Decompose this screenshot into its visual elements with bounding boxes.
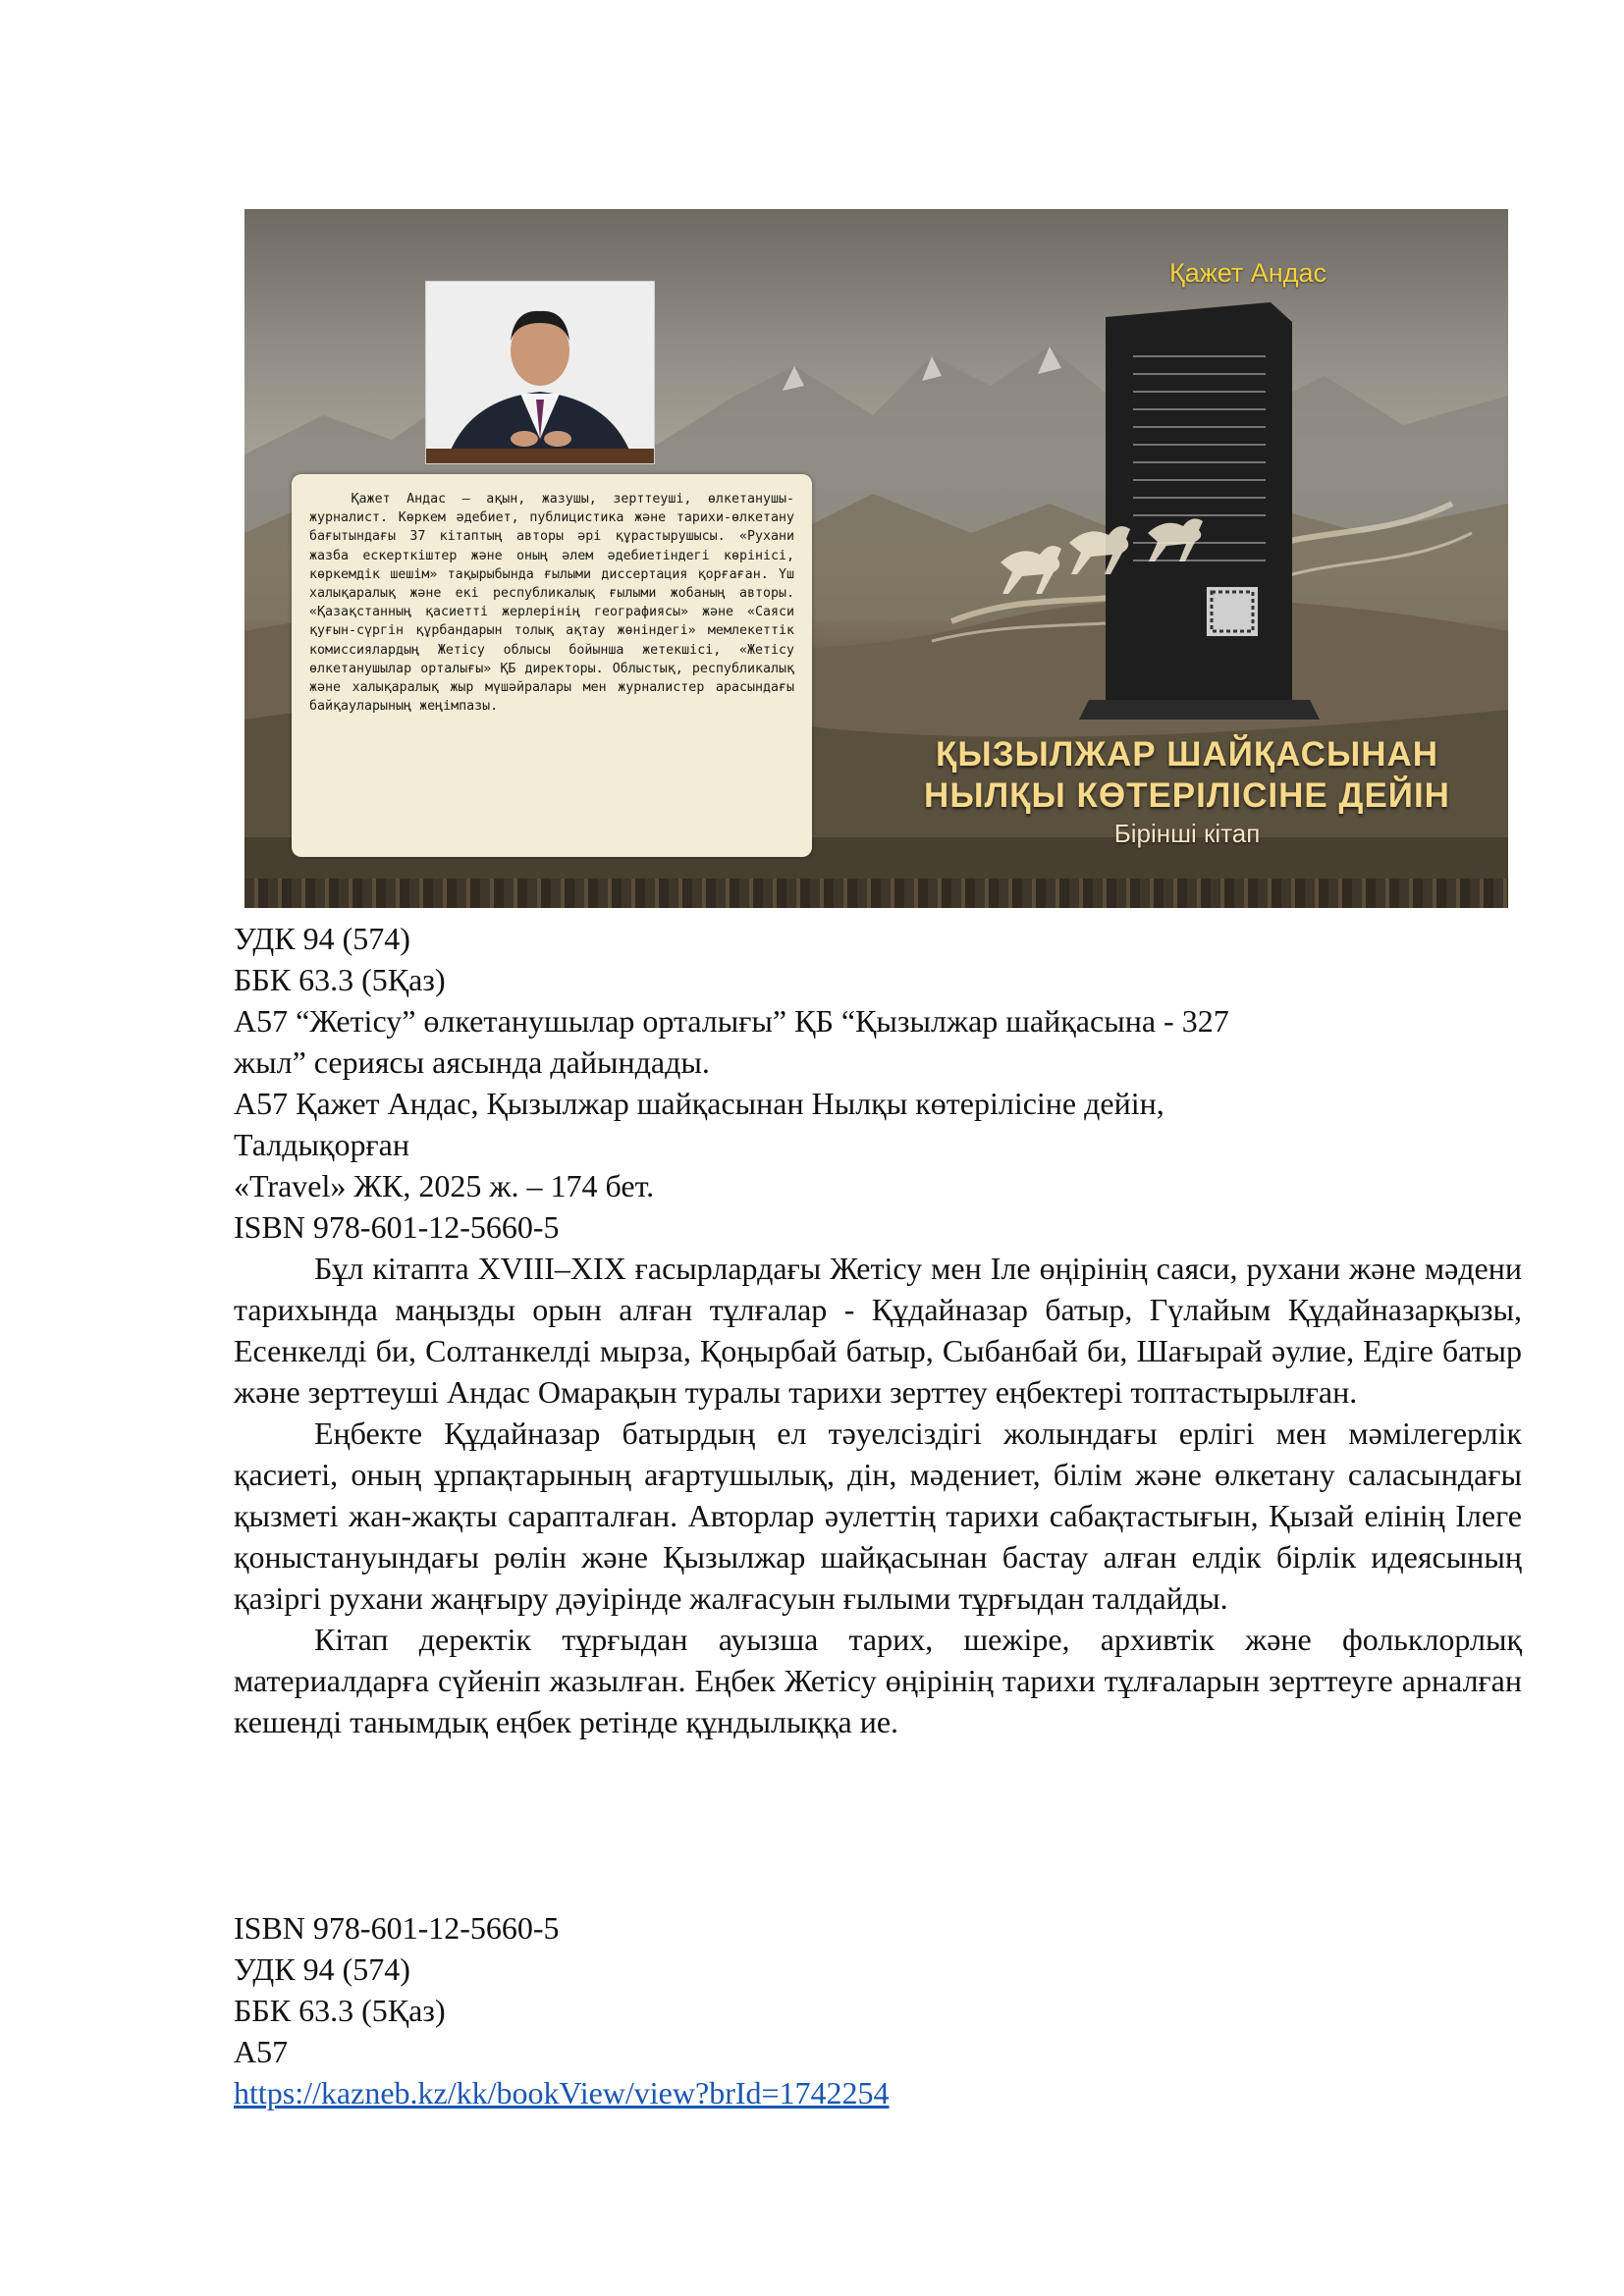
paragraph-1: Бұл кітапта XVIII–XIX ғасырлардағы Жетісу мен Іле өңірінің саяси, рухани және мәдени тарихында маңызды орын алған тұлғалар - Құдайназар батыр, Гүлайым Құдайназарқызы, Есенкелді би, Солтанкелді мырза, Қоңырбай батыр, Сыбанбай би, Шағырай әулие, Едіге батыр және зерттеуші Андас Омарақын туралы тарихи зерттеу еңбектері топтастырылған. [234, 1251, 1522, 1410]
book-cover-image [244, 209, 1508, 908]
bbk-code: ББК 63.3 (5Қаз) [234, 962, 446, 997]
kazneb-link[interactable]: https://kazneb.kz/kk/bookView/view?brId=1742254 [234, 2075, 890, 2110]
footer-bbk: ББК 63.3 (5Қаз) [234, 1993, 446, 2028]
a57-line-3: А57 Қажет Андас, Қызылжар шайқасынан Нылқы көтерілісіне дейін, [234, 1086, 1164, 1121]
author-portrait [425, 281, 655, 464]
udk-code: УДК 94 (574) [234, 921, 410, 956]
paragraph-3: Кітап деректік тұрғыдан ауызша тарих, шежіре, архивтік және фольклорлық материалдарға сүйеніп жазылған. Еңбек Жетісу өңірінің тарихи тұлғаларын зерттеуге арналған кешенді танымдық еңбек ретінде құндылыққа ие. [234, 1622, 1522, 1739]
annotation [234, 1248, 1522, 1742]
author-bio: Қажет Андас — ақын, жазушы, зерттеуші, өлкетанушы-журналист. Көркем әдебиет, публицистика және тарихи-өлкетану бағытындағы 37 кітаптың авторы әрі құрастырушысы. «Рухани жазба ескерткіштер және оның әлем әдебиетіндегі көрінісі, көркемдік шешім» тақырыбында ғылыми диссертация қорғаған. Үш халықаралық және екі республикалық ғылыми жобаның авторы. «Қазақстанның қасиетті жерлерінің географиясы» және «Саяси қуғын-сүргін құрбандарын толық ақтау жөніндегі» мемлекеттік комиссиялардың Жетісу облысы бойынша жетекшісі, «Жетісу өлкетанушылар орталығы» ҚБ директоры. Облыстық, республикалық және халықаралық жыр мүшәйралары мен журналистер арасындағы байқауларының жеңімпазы. [309, 492, 794, 715]
cover-author-name: Қажет Андас [1169, 258, 1326, 288]
cover-title-line-2: НЫЛҚЫ КӨТЕРІЛІСІНЕ ДЕЙІН [924, 776, 1450, 815]
a57-line-1: А57 “Жетісу” өлкетанушылар орталығы” ҚБ “Қызылжар шайқасына - 327 [234, 1003, 1229, 1039]
catalog-block [234, 918, 1522, 1248]
footer-udk: УДК 94 (574) [234, 1951, 410, 1987]
publisher-line: «Travel» ЖК, 2025 ж. – 174 бет. [234, 1168, 655, 1203]
cover-title-line-1: ҚЫЗЫЛЖАР ШАЙҚАСЫНАН [935, 735, 1439, 774]
footer-code: А57 [234, 2034, 289, 2069]
stele-monument [1106, 302, 1292, 700]
footer-block [234, 1907, 1522, 2113]
a57-line-2: жыл” сериясы аясында дайындады. [234, 1044, 710, 1080]
cover-subtitle: Бірінші кітап [1113, 819, 1261, 848]
a57-line-4: Талдықорған [234, 1127, 409, 1162]
author-bio-box [292, 474, 812, 857]
isbn-line: ISBN 978-601-12-5660-5 [234, 1209, 560, 1245]
paragraph-2: Еңбекте Құдайназар батырдың ел тәуелсіздігі жолындағы ерлігі мен мәмілегерлік қасиеті, оның ұрпақтарының ағартушылық, дін, мәдениет, білім және өлкетану саласындағы қызметі жан-жақты сарапталған. Авторлар әулеттің тарихи сабақтастығын, Қызай елінің Ілеге қоныстануындағы рөлін және Қызылжар шайқасынан бастау алған елдік бірлік идеясының қазіргі рухани жаңғыру дәуірінде жалғасуын ғылыми тұрғыдан талдайды. [234, 1415, 1522, 1616]
author-photo-icon [426, 282, 654, 463]
footer-isbn: ISBN 978-601-12-5660-5 [234, 1910, 560, 1946]
ornament-border [244, 879, 1508, 908]
